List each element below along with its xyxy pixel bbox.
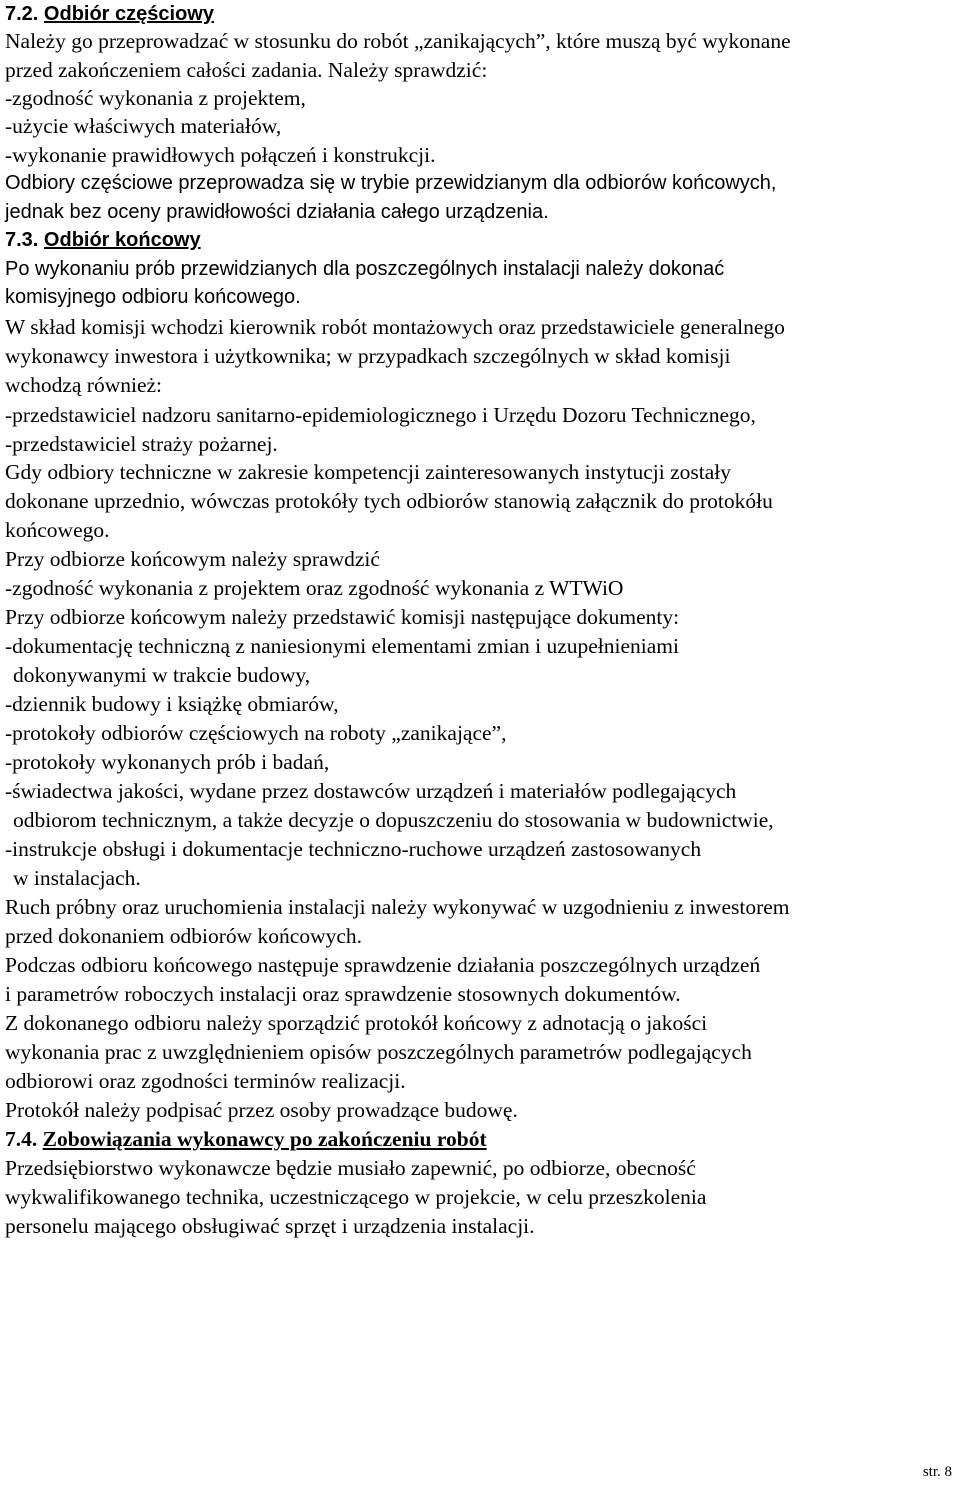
paragraph-line: komisyjnego odbioru końcowego. bbox=[5, 286, 301, 308]
paragraph-line: Po wykonaniu prób przewidzianych dla poszczególnych instalacji należy dokonać bbox=[5, 258, 725, 280]
paragraph-line: Ruch próbny oraz uruchomienia instalacji należy wykonywać w uzgodnieniu z inwestorem bbox=[5, 895, 790, 919]
list-item: -protokoły odbiorów częściowych na roboty „zanikające”, bbox=[5, 721, 507, 745]
paragraph-line: końcowego. bbox=[5, 518, 110, 542]
list-item-continuation: dokonywanymi w trakcie budowy, bbox=[13, 663, 311, 687]
list-item: -protokoły wykonanych prób i badań, bbox=[5, 750, 330, 774]
paragraph-line: Odbiory częściowe przeprowadza się w trybie przewidzianym dla odbiorów końcowych, bbox=[5, 172, 777, 194]
paragraph-line: dokonane uprzednio, wówczas protokóły tych odbiorów stanowią załącznik do protokółu bbox=[5, 489, 773, 513]
paragraph-line: wykonawcy inwestora i użytkownika; w przypadkach szczególnych w skład komisji bbox=[5, 344, 731, 368]
list-item-continuation: odbiorom technicznym, a także decyzje o dopuszczeniu do stosowania w budownictwie, bbox=[13, 808, 774, 832]
list-item: -zgodność wykonania z projektem, bbox=[5, 86, 306, 110]
heading-number: 7.3. bbox=[5, 229, 39, 251]
heading-number: 7.2. bbox=[5, 3, 39, 25]
list-item: -świadectwa jakości, wydane przez dostawców urządzeń i materiałów podlegających bbox=[5, 779, 737, 803]
paragraph-line: Z dokonanego odbioru należy sporządzić protokół końcowy z adnotacją o jakości bbox=[5, 1011, 708, 1035]
list-item: -dziennik budowy i książkę obmiarów, bbox=[5, 692, 339, 716]
page-number: str. 8 bbox=[922, 1464, 952, 1480]
list-item: -dokumentację techniczną z naniesionymi elementami zmian i uzupełnieniami bbox=[5, 634, 680, 658]
paragraph-line: wykwalifikowanego technika, uczestniczącego w projekcie, w celu przeszkolenia bbox=[5, 1185, 707, 1209]
paragraph-line: wykonania prac z uwzględnieniem opisów poszczególnych parametrów podlegających bbox=[5, 1040, 752, 1064]
paragraph-line: Przy odbiorze końcowym należy przedstawić komisji następujące dokumenty: bbox=[5, 605, 680, 629]
paragraph-line: jednak bez oceny prawidłowości działania całego urządzenia. bbox=[5, 201, 549, 223]
list-item: -przedstawiciel nadzoru sanitarno-epidemiologicznego i Urzędu Dozoru Technicznego, bbox=[5, 403, 756, 427]
paragraph-line: odbiorowi oraz zgodności terminów realizacji. bbox=[5, 1069, 406, 1093]
paragraph-line: W skład komisji wchodzi kierownik robót montażowych oraz przedstawiciele generalnego bbox=[5, 315, 785, 339]
list-item: -przedstawiciel straży pożarnej. bbox=[5, 432, 278, 456]
section-heading-7-4 bbox=[5, 1125, 487, 1154]
section-heading-7-3 bbox=[5, 226, 201, 255]
paragraph-line: Przedsiębiorstwo wykonawcze będzie musiało zapewnić, po odbiorze, obecność bbox=[5, 1156, 696, 1180]
heading-title: Zobowiązania wykonawcy po zakończeniu robót bbox=[42, 1127, 487, 1151]
paragraph-line: wchodzą również: bbox=[5, 373, 162, 397]
heading-title: Odbiór końcowy bbox=[43, 229, 201, 251]
section-heading-7-2 bbox=[5, 0, 214, 29]
list-item: -instrukcje obsługi i dokumentacje techniczno-ruchowe urządzeń zastosowanych bbox=[5, 837, 702, 861]
paragraph-line: przed dokonaniem odbiorów końcowych. bbox=[5, 924, 363, 948]
heading-title: Odbiór częściowy bbox=[43, 3, 214, 25]
paragraph-line: Gdy odbiory techniczne w zakresie kompetencji zainteresowanych instytucji zostały bbox=[5, 460, 731, 484]
paragraph-line: Przy odbiorze końcowym należy sprawdzić bbox=[5, 547, 380, 571]
paragraph-line: i parametrów roboczych instalacji oraz sprawdzenie stosownych dokumentów. bbox=[5, 982, 681, 1006]
list-item: -użycie właściwych materiałów, bbox=[5, 114, 282, 138]
list-item: -zgodność wykonania z projektem oraz zgodność wykonania z WTWiO bbox=[5, 576, 624, 600]
heading-number: 7.4. bbox=[5, 1127, 38, 1151]
paragraph-line: Należy go przeprowadzać w stosunku do robót „zanikających”, które muszą być wykonane bbox=[5, 29, 791, 53]
paragraph-line: przed zakończeniem całości zadania. Należy sprawdzić: bbox=[5, 58, 488, 82]
paragraph-line: Podczas odbioru końcowego następuje sprawdzenie działania poszczególnych urządzeń bbox=[5, 953, 761, 977]
list-item-continuation: w instalacjach. bbox=[13, 866, 141, 890]
list-item: -wykonanie prawidłowych połączeń i konstrukcji. bbox=[5, 143, 436, 167]
paragraph-line: personelu mającego obsługiwać sprzęt i urządzenia instalacji. bbox=[5, 1214, 535, 1238]
paragraph-line: Protokół należy podpisać przez osoby prowadzące budowę. bbox=[5, 1098, 518, 1122]
